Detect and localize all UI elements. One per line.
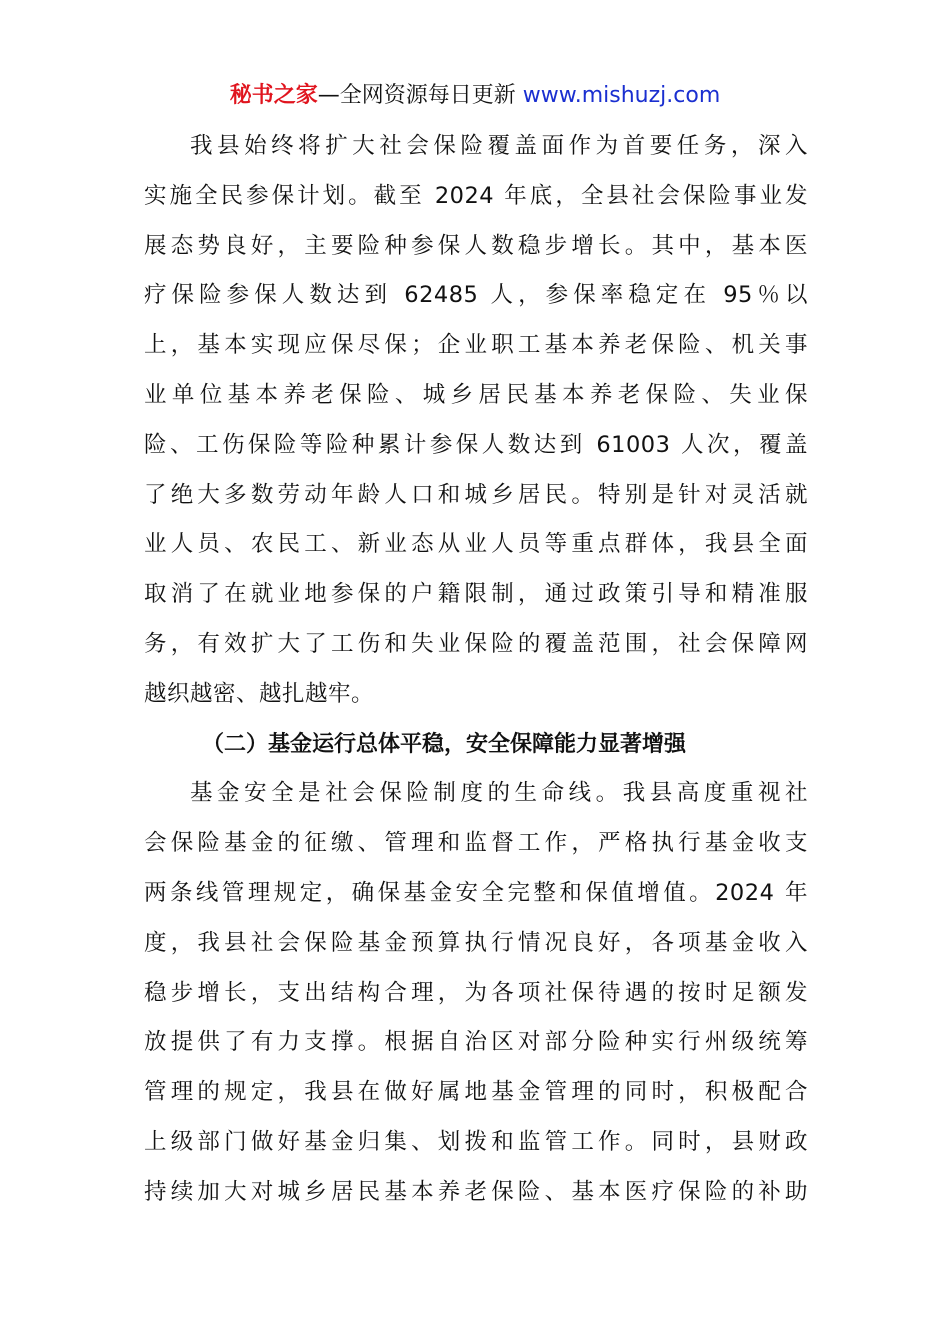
paragraph-line: 务，有效扩大了工伤和失业保险的覆盖范围，社会保障网 — [144, 630, 808, 657]
paragraph-line: 上，基本实现应保尽保；企业职工基本养老保险、机关事 — [144, 332, 808, 359]
paragraph-line: 两条线管理规定，确保基金安全完整和保值增值。2024 年 — [144, 879, 808, 906]
paragraph-line: 度，我县社会保险基金预算执行情况良好，各项基金收入 — [144, 929, 808, 956]
paragraph-line: 上级部门做好基金归集、划拨和监管工作。同时，县财政 — [144, 1128, 808, 1155]
paragraph-line: 越织越密、越扎越牢。 — [144, 680, 375, 707]
paragraph-line: 持续加大对城乡居民基本养老保险、基本医疗保险的补助 — [144, 1178, 808, 1205]
brand-name: 秘书之家 — [229, 83, 318, 108]
paragraph-line: 取消了在就业地参保的户籍限制，通过政策引导和精准服 — [144, 581, 808, 608]
paragraph-line: 放提供了有力支撑。根据自治区对部分险种实行州级统筹 — [144, 1029, 808, 1056]
site-url-link[interactable]: www.mishuzj.com — [522, 83, 721, 108]
paragraph-line: 险、工伤保险等险种累计参保人数达到 61003 人次，覆盖 — [144, 431, 808, 458]
section-heading: （二）基金运行总体平稳，安全保障能力显著增强 — [202, 731, 687, 757]
paragraph-line: 展态势良好，主要险种参保人数稳步增长。其中，基本医 — [144, 232, 808, 259]
paragraph-line: 了绝大多数劳动年龄人口和城乡居民。特别是针对灵活就 — [144, 481, 808, 508]
site-header — [0, 80, 950, 112]
paragraph-line: 稳步增长，支出结构合理，为各项社保待遇的按时足额发 — [144, 979, 808, 1006]
paragraph-coverage — [144, 122, 808, 720]
paragraph-line: 管理的规定，我县在做好属地基金管理的同时，积极配合 — [144, 1079, 808, 1106]
paragraph-line: 我县始终将扩大社会保险覆盖面作为首要任务，深入 — [190, 133, 808, 159]
document-body — [144, 122, 808, 1218]
paragraph-fund-safety — [144, 769, 808, 1217]
paragraph-line: 业单位基本养老保险、城乡居民基本养老保险、失业保 — [144, 381, 808, 408]
paragraph-line: 基金安全是社会保险制度的生命线。我县高度重视社 — [190, 780, 808, 807]
header-tagline: —全网资源每日更新 — [317, 83, 523, 108]
paragraph-line: 疗保险参保人数达到 62485 人，参保率稳定在 95％以 — [144, 282, 808, 309]
paragraph-line: 会保险基金的征缴、管理和监督工作，严格执行基金收支 — [144, 830, 808, 857]
paragraph-line: 实施全民参保计划。截至 2024 年底，全县社会保险事业发 — [144, 182, 808, 209]
paragraph-line: 业人员、农民工、新业态从业人员等重点群体，我县全面 — [144, 531, 808, 558]
